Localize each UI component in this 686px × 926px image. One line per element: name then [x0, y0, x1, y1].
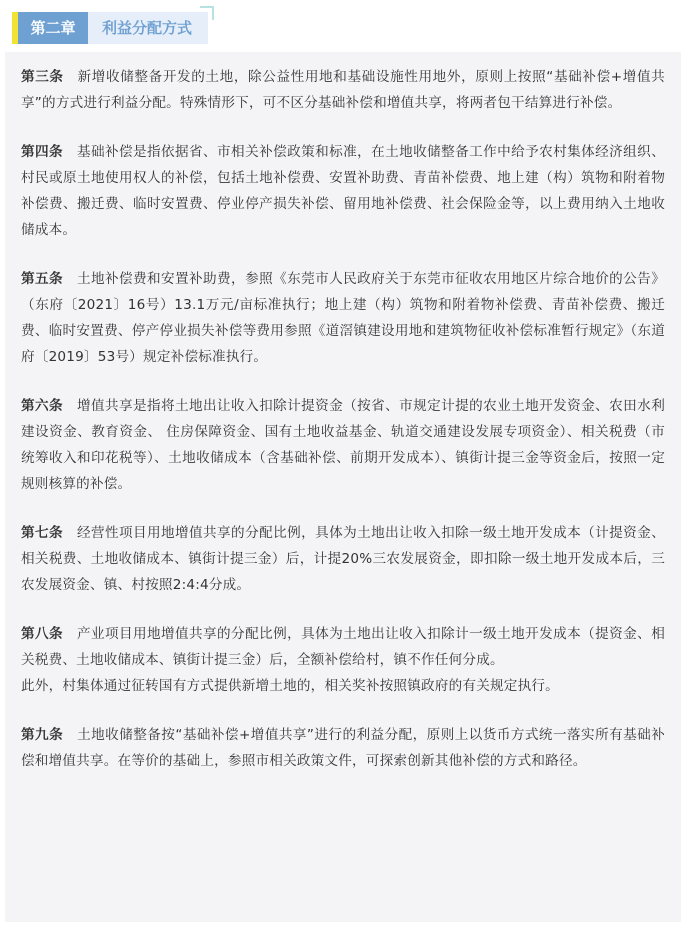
article-text: 经营性项目用地增值共享的分配比例，具体为土地出让收入扣除一级土地开发成本（计提资金、相关税费、土地收储成本、镇街计提三金）后，计提20%三农发展资金，即扣除一级土地开发成本后，三农发展资金、镇、村按照2:4:4分成。	[21, 525, 665, 593]
article-label: 第三条	[21, 69, 64, 85]
article-6	[21, 393, 665, 497]
corner-decoration	[200, 6, 214, 20]
article-text: 土地补偿费和安置补助费，参照《东莞市人民政府关于东莞市征收农用地区片综合地价的公告》（东府〔2021〕16号）13.1万元/亩标准执行；地上建（构）筑物和附着物补偿费、青苗补偿费、搬迁费、临时安置费、停产停业损失补偿等费用参照《道滘镇建设用地和建筑物征收补偿标准暂行规定》（东道府〔2019〕53号）规定补偿标准执行。	[21, 271, 665, 365]
article-label: 第七条	[21, 525, 64, 541]
article-5	[21, 266, 665, 370]
chapter-title: 利益分配方式	[88, 12, 208, 44]
chapter-number: 第二章	[18, 12, 88, 44]
article-text: 产业项目用地增值共享的分配比例，具体为土地出让收入扣除计一级土地开发成本（提资金、相关税费、土地收储成本、镇街计提三金）后，全额补偿给村，镇不作任何分成。	[21, 626, 665, 668]
article-3	[21, 64, 665, 116]
article-label: 第四条	[21, 144, 64, 160]
article-extra-text: 此外，村集体通过征转国有方式提供新增土地的，相关奖补按照镇政府的有关规定执行。	[21, 678, 559, 694]
article-9	[21, 722, 665, 774]
article-text: 基础补偿是指依据省、市相关补偿政策和标准，在土地收储整备工作中给予农村集体经济组织、村民或原土地使用权人的补偿，包括土地补偿费、安置补助费、青苗补偿费、地上建（构）筑物和附着物补偿费、搬迁费、临时安置费、停业停产损失补偿、留用地补偿费、社会保险金等，以上费用纳入土地收储成本。	[21, 144, 665, 238]
article-label: 第九条	[21, 727, 64, 743]
article-label: 第八条	[21, 626, 64, 642]
article-8	[21, 621, 665, 699]
article-content	[5, 52, 681, 922]
article-text: 土地收储整备按“基础补偿+增值共享”进行的利益分配，原则上以货币方式统一落实所有基础补偿和增值共享。在等价的基础上，参照市相关政策文件，可探索创新其他补偿的方式和路径。	[21, 727, 665, 769]
article-text: 增值共享是指将土地出让收入扣除计提资金（按省、市规定计提的农业土地开发资金、农田水利建设资金、教育资金、 住房保障资金、国有土地收益基金、轨道交通建设发展专项资金）、相关税费（市统筹收入和印花税等）、土地收储成本（含基础补偿、前期开发成本）、镇街计提三金等资金后，按照一定规则核算的补偿。	[21, 398, 665, 492]
article-7	[21, 520, 665, 598]
article-text: 新增收储整备开发的土地，除公益性用地和基础设施性用地外，原则上按照“基础补偿+增值共享”的方式进行利益分配。特殊情形下，可不区分基础补偿和增值共享，将两者包干结算进行补偿。	[21, 69, 665, 111]
article-label: 第五条	[21, 271, 64, 287]
article-4	[21, 139, 665, 243]
chapter-header	[12, 12, 208, 44]
article-label: 第六条	[21, 398, 64, 414]
